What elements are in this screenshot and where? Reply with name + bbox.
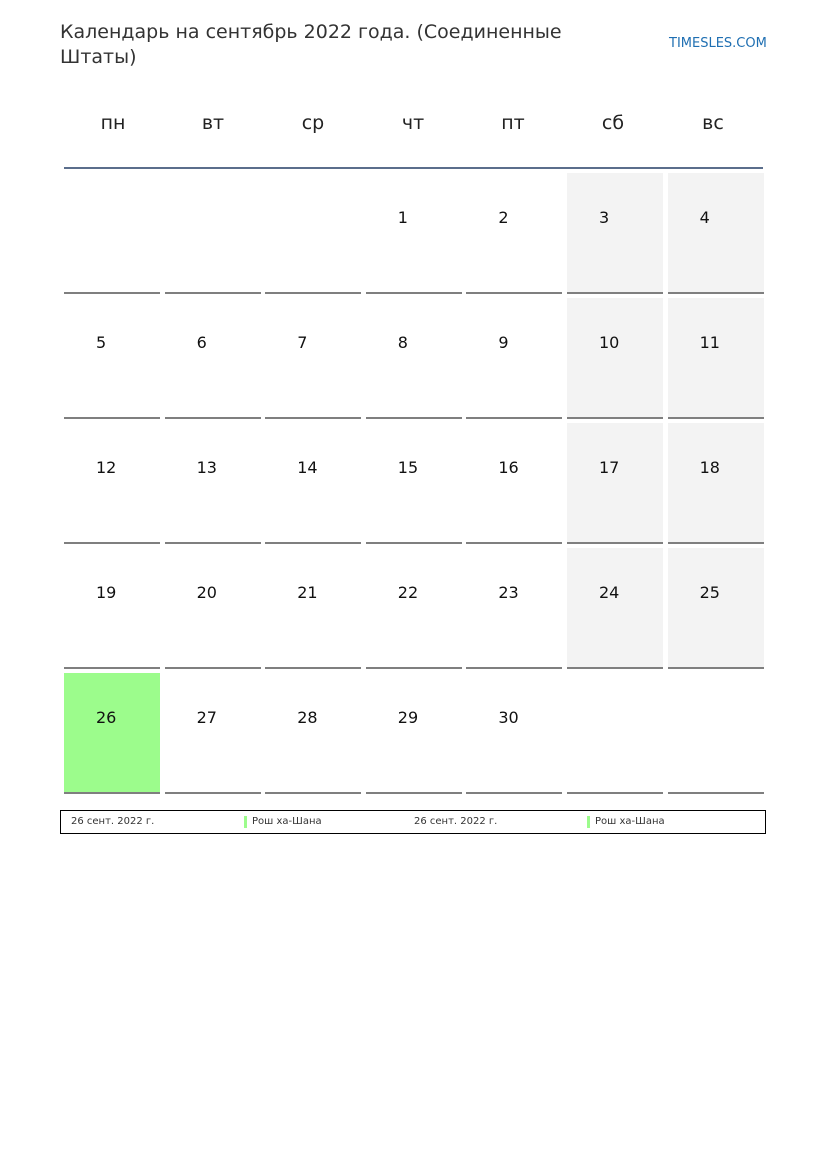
- day-cell[interactable]: [366, 173, 462, 294]
- weekend-day-cell[interactable]: [567, 298, 663, 419]
- weekend-day-cell[interactable]: [567, 423, 663, 544]
- day-cell: [668, 673, 764, 794]
- day-cell[interactable]: [165, 673, 261, 794]
- day-number: 15: [397, 458, 419, 477]
- day-cell: [165, 173, 261, 294]
- day-number: 6: [196, 333, 207, 352]
- holiday-legend: [60, 810, 766, 834]
- day-number: 19: [96, 583, 117, 602]
- legend-holiday-name: Рош ха-Шана: [252, 816, 322, 827]
- day-cell[interactable]: [466, 423, 562, 544]
- weekday-sun: вс: [702, 112, 724, 134]
- day-number: 29: [397, 708, 419, 727]
- day-number: 28: [297, 708, 318, 727]
- legend-date: 26 сент. 2022 г.: [414, 816, 498, 827]
- weekend-day-cell[interactable]: [668, 298, 764, 419]
- day-number: 11: [699, 333, 720, 352]
- day-cell[interactable]: [265, 673, 361, 794]
- holiday-day-cell[interactable]: [64, 673, 160, 794]
- day-cell[interactable]: [466, 548, 562, 669]
- day-number: 2: [498, 208, 509, 227]
- day-cell[interactable]: [165, 423, 261, 544]
- weekday-tue: вт: [201, 112, 225, 134]
- day-number: 22: [397, 583, 419, 602]
- weekend-day-cell[interactable]: [668, 423, 764, 544]
- calendar-grid: [64, 173, 764, 794]
- day-cell[interactable]: [366, 673, 462, 794]
- day-cell[interactable]: [466, 673, 562, 794]
- day-number: 12: [96, 458, 117, 477]
- day-cell[interactable]: [165, 298, 261, 419]
- day-cell: [265, 173, 361, 294]
- day-cell[interactable]: [265, 548, 361, 669]
- day-number: 4: [699, 208, 710, 227]
- day-number: 25: [699, 583, 720, 602]
- weekday-thu: чт: [401, 112, 425, 134]
- day-cell[interactable]: [366, 298, 462, 419]
- day-number: 20: [196, 583, 217, 602]
- day-number: 18: [699, 458, 720, 477]
- day-number: 8: [397, 333, 408, 352]
- day-number: 23: [498, 583, 519, 602]
- day-cell[interactable]: [165, 548, 261, 669]
- day-number: 13: [196, 458, 217, 477]
- day-number: 24: [598, 583, 620, 602]
- header-divider: [64, 167, 763, 169]
- weekday-wed: ср: [301, 112, 325, 134]
- day-cell[interactable]: [366, 423, 462, 544]
- legend-color-swatch: [587, 816, 590, 828]
- day-cell[interactable]: [64, 548, 160, 669]
- weekend-day-cell[interactable]: [567, 548, 663, 669]
- weekday-sat: сб: [601, 112, 625, 134]
- legend-holiday-name: Рош ха-Шана: [595, 816, 665, 827]
- weekend-day-cell[interactable]: [668, 548, 764, 669]
- day-number: 16: [498, 458, 519, 477]
- legend-color-swatch: [244, 816, 247, 828]
- weekend-day-cell[interactable]: [567, 173, 663, 294]
- day-cell: [64, 173, 160, 294]
- day-cell[interactable]: [64, 298, 160, 419]
- weekend-day-cell[interactable]: [668, 173, 764, 294]
- day-cell[interactable]: [466, 173, 562, 294]
- day-cell[interactable]: [366, 548, 462, 669]
- day-number: 5: [96, 333, 107, 352]
- day-cell[interactable]: [466, 298, 562, 419]
- day-number: 9: [498, 333, 509, 352]
- day-cell[interactable]: [265, 423, 361, 544]
- day-number: 7: [297, 333, 308, 352]
- day-number: 3: [598, 208, 610, 227]
- day-number: 14: [297, 458, 318, 477]
- day-number: 17: [598, 458, 620, 477]
- day-cell[interactable]: [64, 423, 160, 544]
- day-cell[interactable]: [265, 298, 361, 419]
- legend-date: 26 сент. 2022 г.: [71, 816, 155, 827]
- day-number: 30: [498, 708, 519, 727]
- page-title: Календарь на сентябрь 2022 года. (Соединенные Штаты): [60, 21, 562, 68]
- day-number: 1: [397, 208, 408, 227]
- weekday-mon: пн: [100, 112, 126, 134]
- site-link[interactable]: TIMESLES.COM: [669, 36, 767, 51]
- day-number: 26: [96, 708, 117, 727]
- day-number: 10: [598, 333, 620, 352]
- weekday-fri: пт: [501, 112, 525, 134]
- day-cell: [567, 673, 663, 794]
- weekday-header: [63, 112, 763, 146]
- day-number: 21: [297, 583, 318, 602]
- day-number: 27: [196, 708, 217, 727]
